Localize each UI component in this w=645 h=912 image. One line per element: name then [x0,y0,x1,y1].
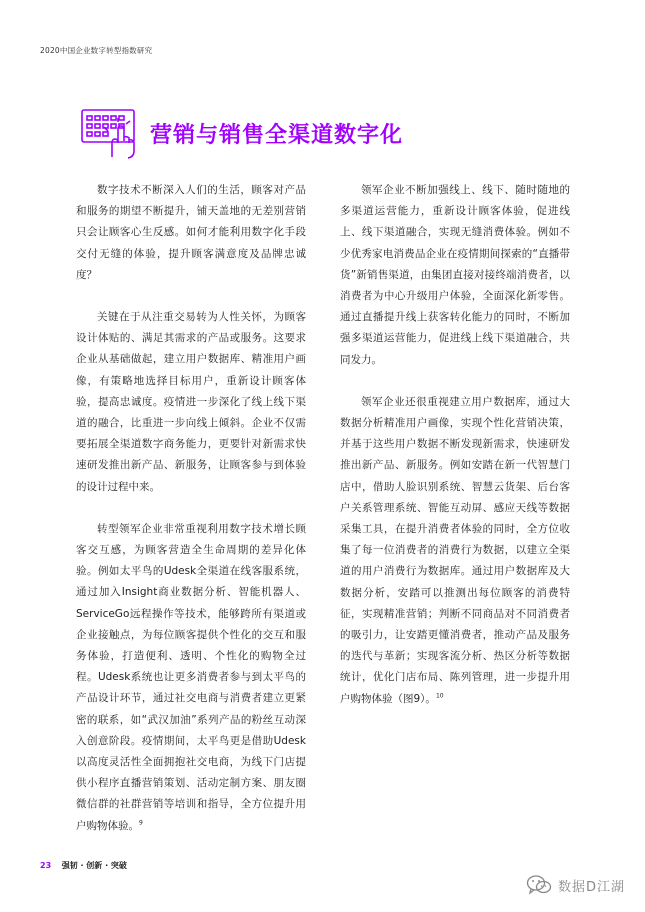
footer-tagline: 强韧 · 创新 · 突破 [61,861,127,870]
paragraph: 关键在于从注重交易转为人性关怀，为顾客设计体贴的、满足其需求的产品或服务。这要求企业从基础做起，建立用户数据库、精准用户画像，有策略地选择目标用户，重新设计顾客体验，提高忠诚度。疫情进一步深化了线上线下渠道的融合，比重进一步向线上倾斜。企业不仅需要拓展全渠道数字商务能力，更要针对新需求快速研发推出新产品、新服务，让顾客参与到体验的设计过程中来。 [76,311,306,493]
touch-keypad-icon [78,107,138,159]
right-column [340,180,570,731]
paragraph-text: 转型领军企业非常重视利用数字技术增长顾客交互感，为顾客营造全生命周期的差异化体验。例如太平鸟的Udesk全渠道在线客服系统，通过加入Insight商业数据分析、智能机器人、ServiceGo远程操作等技术，能够跨所有渠道或企业接触点，为每位顾客提供个性化的交互和服务体验，打造便利、透明、个性化的购物全过程。Udesk系统也让更多消费者参与到太平鸟的产品设计环节，通过社交电商与消费者建立更紧密的联系，如“武汉加油”系列产品的粉丝互动深入创意阶段。疫情期间，太平鸟更是借助Udesk以高度灵活性全面拥抱社交电商，为线下门店提供小程序直播营销策划、活动定制方案、朋友圈微信群的社群营销等培训和指导，全方位提升用户购物体验。 [76,522,306,832]
watermark [526,874,625,896]
footnote-marker[interactable]: 10 [435,692,444,700]
report-header: 2020中国企业数字转型指数研究 [40,46,153,55]
left-column [76,180,306,858]
section-heading [78,107,403,159]
footnote-marker[interactable]: 9 [139,819,143,827]
paragraph: 领军企业不断加强线上、线下、随时随地的多渠道运营能力，重新设计顾客体验，促进线上、线下渠道融合，实现无缝消费体验。例如不少优秀家电消费品企业在疫情期间探索的“直播带货”新销售渠道，由集团直接对接终端消费者，以消费者为中心升级用户体验，全面深化新零售。通过直播提升线上获客转化能力的同时，不断加强多渠道运营能力，促进线上线下渠道融合，共同发力。 [340,184,570,366]
paragraph-text: 领军企业还很重视建立用户数据库，通过大数据分析精准用户画像，实现个性化营销决策，并基于这些用户数据不断发现新需求，快速研发推出新产品、新服务。例如安踏在新一代智慧门店中，借助人脸识别系统、智慧云货架、后台客户关系管理系统、智能互动屏、感应天线等数据采集工具，在提升消费者体验的同时，全方位收集了每一位消费者的消费行为数据，以建立全渠道的用户消费行为数据库。通过用户数据库及大数据分析，安踏可以推测出每位顾客的消费特征，实现精准营销；判断不同商品对不同消费者的吸引力，让安踏更懂消费者，推动产品及服务的迭代与革新；实现客流分析、热区分析等数据统计，优化门店布局、陈列管理，进一步提升用户购物体验（图9）。 [340,395,570,705]
page-footer [40,860,127,871]
section-title: 营销与销售全渠道数字化 [150,122,404,148]
wechat-icon [526,874,552,896]
page-number: 23 [40,861,52,870]
watermark-text: 数据D江湖 [557,879,625,895]
paragraph: 数字技术不断深入人们的生活，顾客对产品和服务的期望不断提升，铺天盖地的无差别营销只会让顾客心生反感。如何才能利用数字化手段交付无缝的体验，提升顾客满意度及品牌忠诚度？ [76,184,306,281]
paragraph [76,519,306,837]
paragraph [340,392,570,710]
